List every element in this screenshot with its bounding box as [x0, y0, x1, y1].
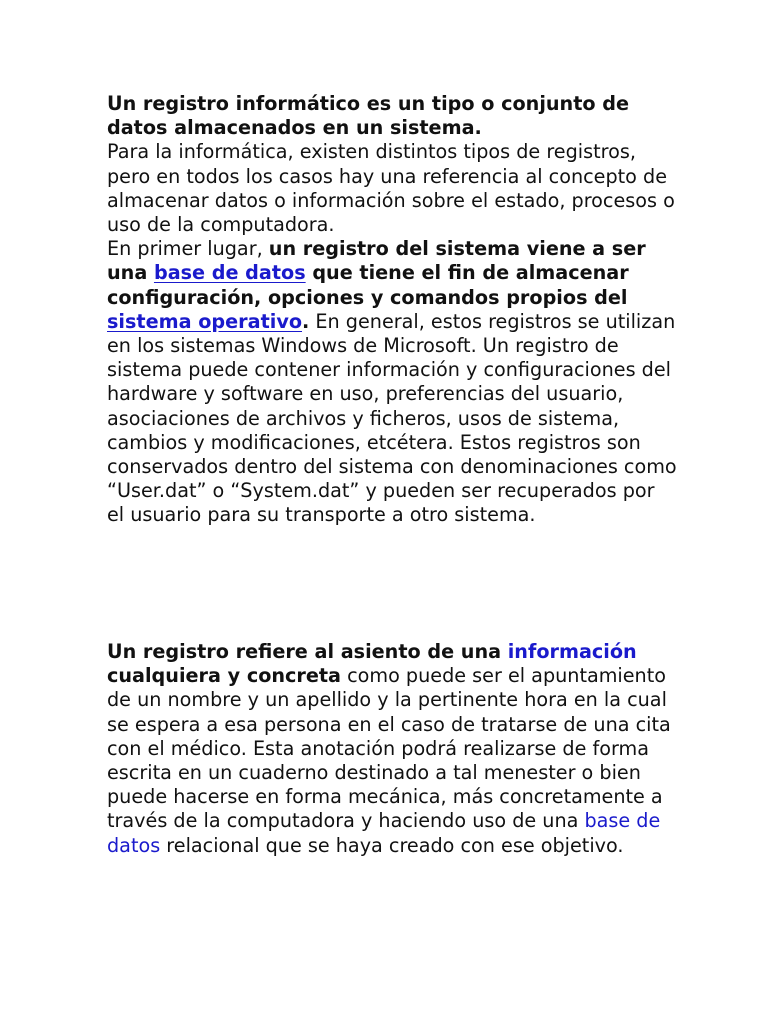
registry-rest-text: En general, estos registros se utilizan en los sistemas Windows de Microsoft. Un registro de sistema puede contener información y configuraciones del hardware y software en uso, preferencias del usuario, asociaciones de archivos y ficheros, usos de sistema, cambios y modificaciones, etcétera. Estos registros son conservados dentro del sistema con denominaciones como “User.dat” o “System.dat” y pueden ser recuperados por el usuario para su transporte a otro sistema.	[107, 309, 677, 527]
definition-text-a: como puede ser el apuntamiento de un nombre y un apellido y la pertinente hora en la cual se espera a esa persona en el caso de tratarse de una cita con el médico. Esta anotación podrá realizarse de forma escrita en un cuaderno destinado a tal menester o bien puede hacerse en forma mecánica, más concretamente a través de la computadora y haciendo uso de una	[107, 664, 671, 833]
registry-lead-text: En primer lugar,	[107, 237, 269, 261]
registry-bold-period: .	[302, 309, 310, 333]
intro-paragraph: Para la informática, existen distintos tipos de registros, pero en todos los casos hay una referencia al concepto de almacenar datos o información sobre el estado, procesos o uso de la computadora.	[107, 140, 675, 237]
definition-text-b: relacional que se haya creado con ese objetivo.	[160, 833, 624, 857]
heading-paragraph	[107, 92, 677, 140]
heading-text: Un registro informático es un tipo o conjunto de datos almacenados en un sistema.	[107, 92, 629, 140]
informacion-link[interactable]: información	[507, 640, 637, 663]
base-de-datos-link[interactable]: base de datos	[153, 261, 306, 285]
document-body-section-1	[107, 92, 677, 528]
definition-bold-text-b: cualquiera y concreta	[107, 664, 342, 688]
document-body-section-2	[107, 640, 677, 858]
sistema-operativo-link[interactable]: sistema operativo	[107, 309, 303, 333]
definition-bold-text-a: Un registro refiere al asiento de una	[107, 640, 508, 663]
definition-paragraph	[107, 640, 677, 858]
registry-paragraph	[107, 237, 677, 527]
registry-bold-text-a: un registro del sistema viene a ser una	[107, 237, 646, 285]
registry-bold-text-b: que tiene el fin de almacenar configuración, opciones y comandos propios del	[107, 261, 629, 309]
base-de-datos-link-2[interactable]: base de datos	[107, 809, 661, 857]
